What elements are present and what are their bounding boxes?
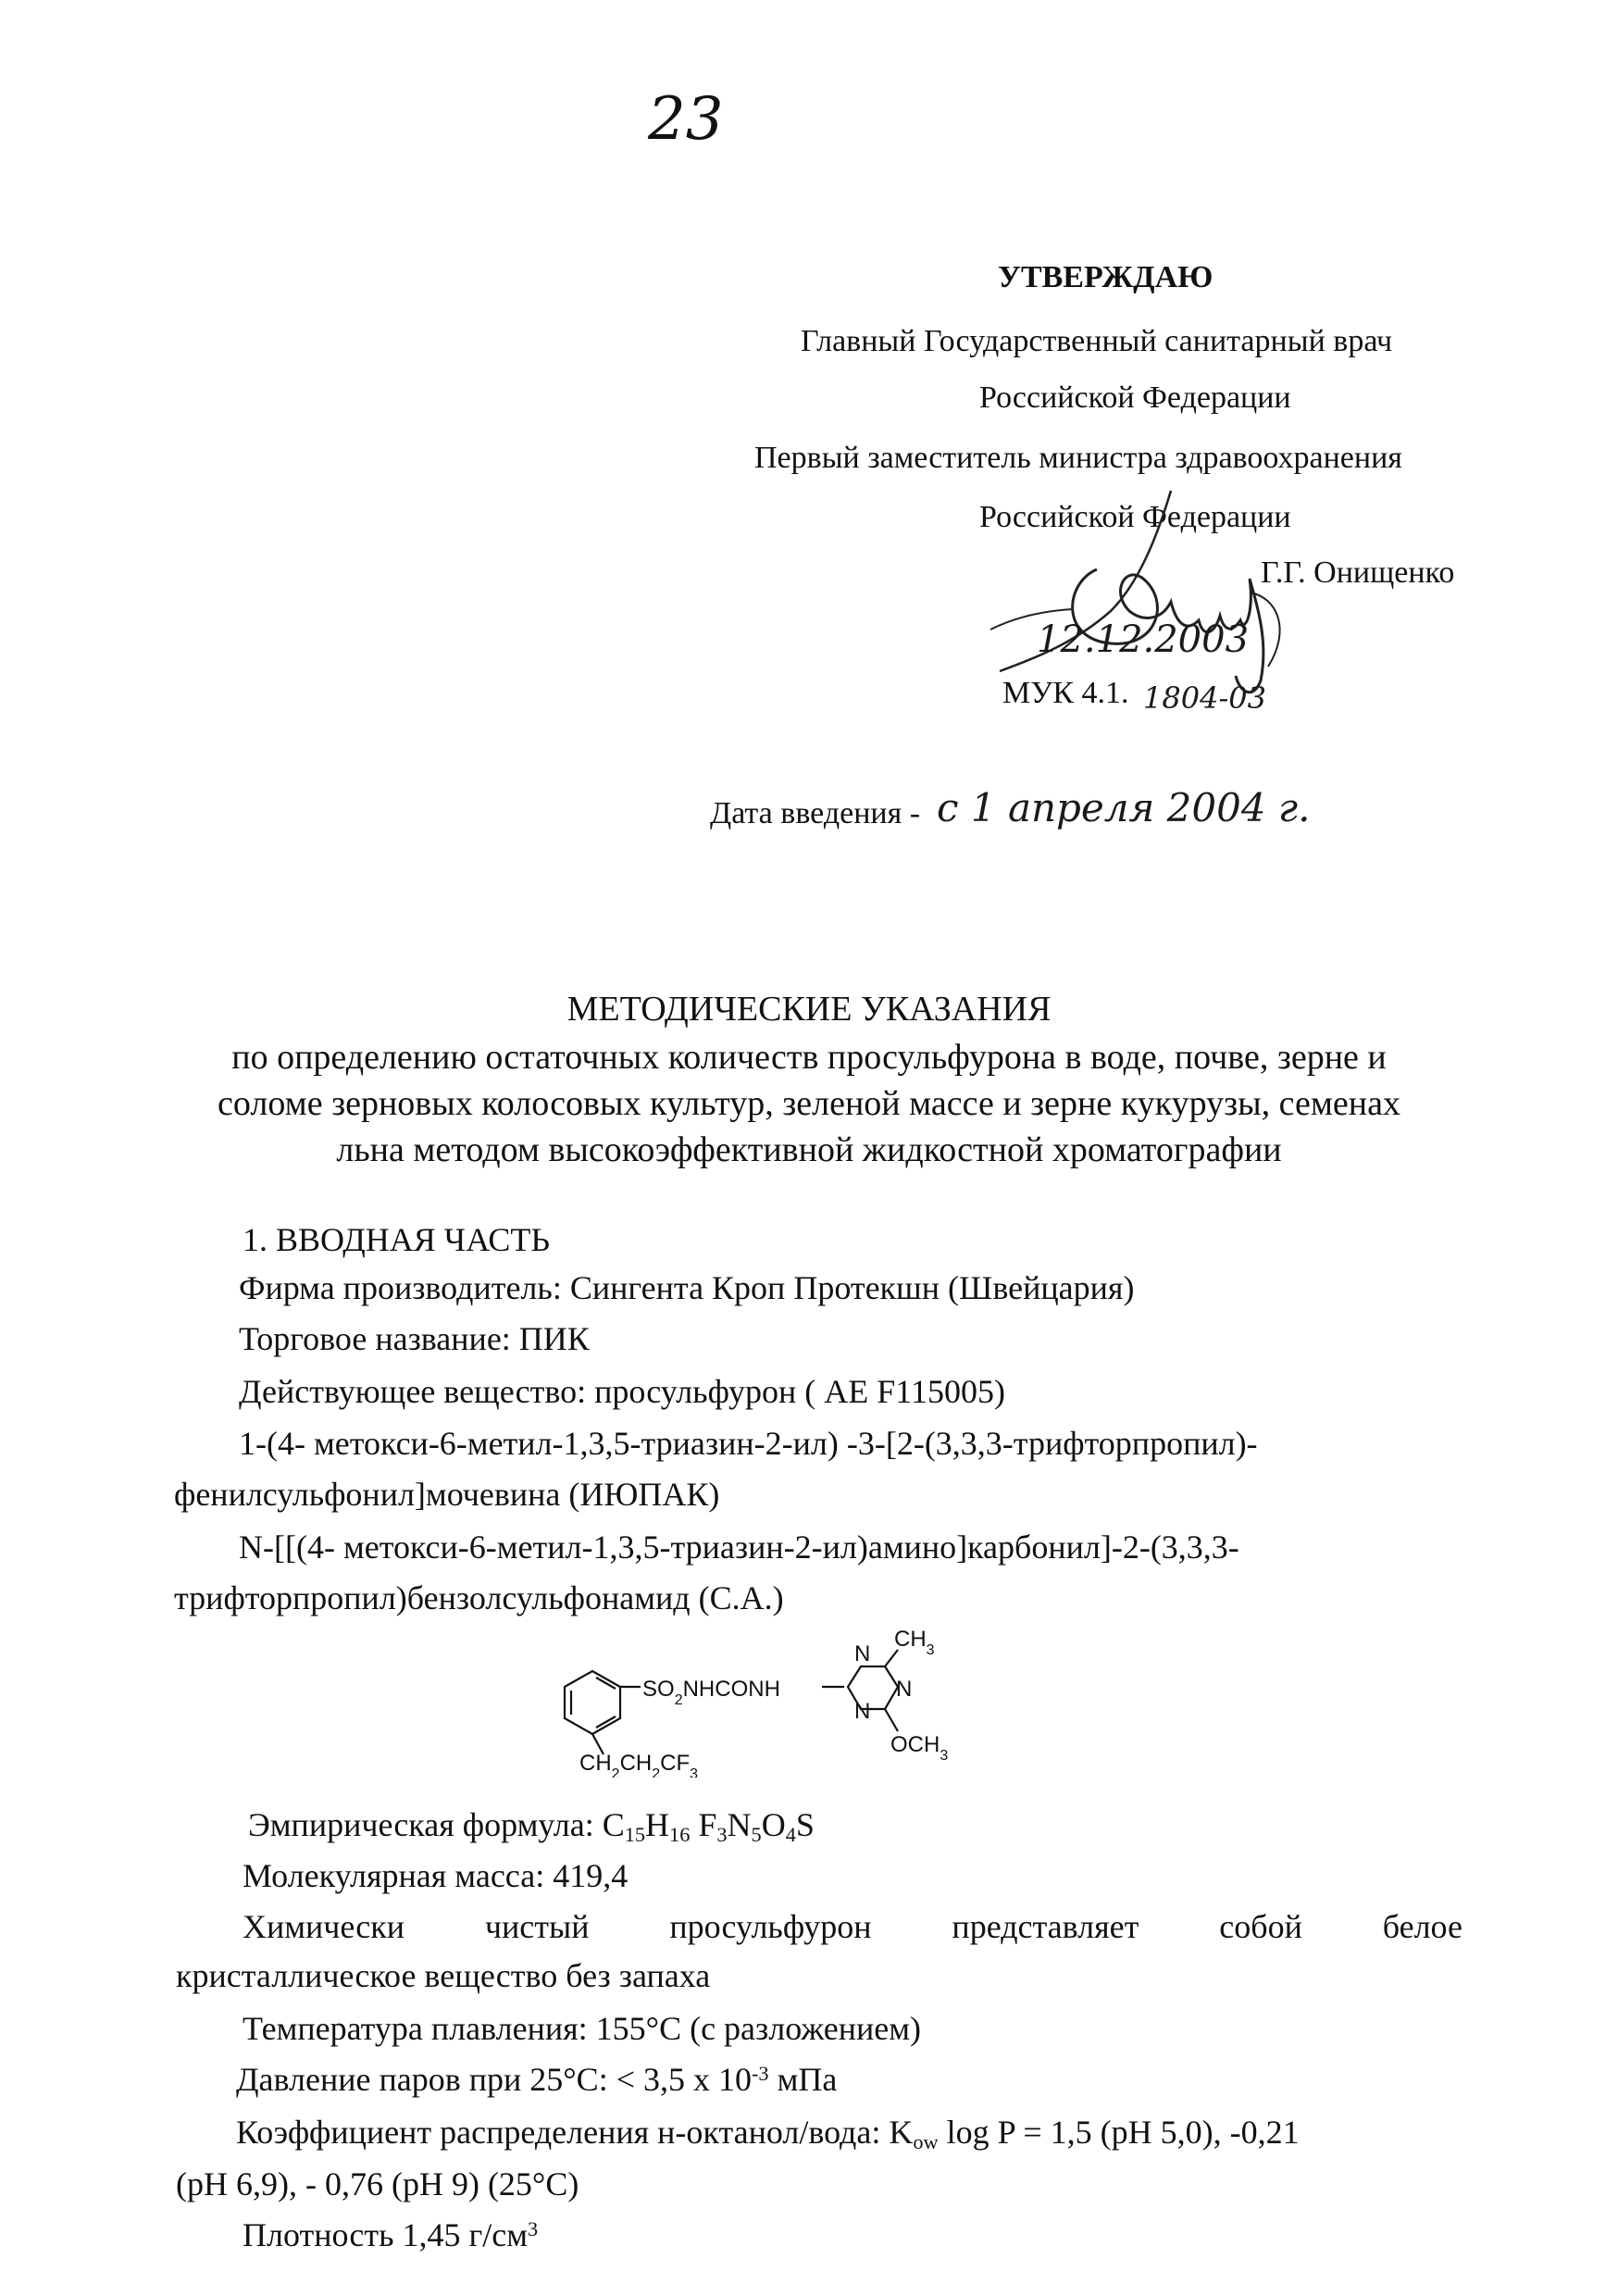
partition-coefficient-line-1: Коэффициент распределения н-октанол/вода: Kow log P = 1,5 (pH 5,0), -0,21 xyxy=(236,2114,1300,2154)
partition-coefficient-line-2: (pH 6,9), - 0,76 (pH 9) (25°C) xyxy=(176,2165,579,2202)
triazine-n-bottom: N xyxy=(854,1699,871,1724)
iupac-name-line-2: фенилсульфонил]мочевина (ИЮПАК) xyxy=(174,1476,720,1513)
density: Плотность 1,45 $г/см^3$ xyxy=(243,2216,539,2253)
triazine-n-mid: N xyxy=(896,1677,913,1702)
intro-date-handwritten: с 1 апреля 2004 г. xyxy=(937,785,1311,830)
purity-line-1: Химически чистый просульфурон представляет собой белое xyxy=(243,1908,1462,1945)
title-line-2: соломе зерновых колосовых культур, зеленой массе и зерне кукурузы, семенах xyxy=(218,1084,1400,1123)
approver-name: Г.Г. Онищенко xyxy=(1261,555,1455,590)
approval-line-4: Российской Федерации xyxy=(979,500,1291,534)
melting-point: Температура плавления: 155°С (с разложением) xyxy=(243,2010,921,2047)
ch3-label: $CH_3$ xyxy=(894,1629,935,1658)
och3-label: $OCH_3$ xyxy=(890,1732,949,1764)
intro-date-label: Дата введения - xyxy=(710,796,921,830)
page-number: 23 xyxy=(648,85,724,154)
chain-label: $CH_2CH_2CF_3$ xyxy=(579,1751,699,1778)
active-substance-line: Действующее вещество: просульфурон ( AE F115005) xyxy=(239,1373,1005,1410)
trade-name-line: Торговое название: ПИК xyxy=(239,1320,590,1357)
title-line-1: по определению остаточных количеств просульфурона в воде, почве, зерне и xyxy=(231,1038,1387,1077)
document-title: МЕТОДИЧЕСКИЕ УКАЗАНИЯ xyxy=(566,990,1052,1029)
approval-date-handwritten: 12.12.2003 xyxy=(1037,618,1250,661)
empirical-formula: Эмпирическая формула: C15H16 F3N5O4S xyxy=(248,1806,815,1847)
ca-name-line-1: N-[[(4- метокси-6-метил-1,3,5-триазин-2-ил)амино]карбонил]-2-(3,3,3- xyxy=(239,1529,1239,1566)
title-line-3: льна методом высокоэффективной жидкостной хроматографии xyxy=(336,1130,1282,1169)
section-heading: 1. ВВОДНАЯ ЧАСТЬ xyxy=(243,1221,551,1258)
purity-line-2: кристаллическое вещество без запаха xyxy=(176,1957,711,1994)
vapor-pressure: Давление паров при 25°С: < 3,5 х $10^{-3}$ мПа xyxy=(236,2061,838,2098)
manufacturer-line: Фирма производитель: Сингента Кроп Протекшн (Швейцария) xyxy=(239,1269,1135,1306)
structural-formula xyxy=(528,1629,1027,1778)
molecular-mass: Молекулярная масса: 419,4 xyxy=(243,1857,629,1894)
approval-line-1: Главный Государственный санитарный врач xyxy=(801,324,1393,358)
muk-number-handwritten: 1804-03 xyxy=(1143,680,1266,716)
approval-line-3: Первый заместитель министра здравоохранения xyxy=(754,441,1402,475)
muk-label: МУК 4.1. xyxy=(1002,676,1129,710)
triazine-n-top: N xyxy=(854,1641,871,1666)
iupac-name-line-1: 1-(4- метокси-6-метил-1,3,5-триазин-2-ил) -3-[2-(3,3,3-трифторпропил)- xyxy=(239,1425,1258,1462)
ca-name-line-2: трифторпропил)бензолсульфонамид (С.А.) xyxy=(174,1579,784,1616)
approval-heading: УТВЕРЖДАЮ xyxy=(998,260,1214,294)
approval-line-2: Российской Федерации xyxy=(979,381,1291,415)
so2nhconh-label: $SO_2NHCONH$ xyxy=(642,1677,780,1708)
